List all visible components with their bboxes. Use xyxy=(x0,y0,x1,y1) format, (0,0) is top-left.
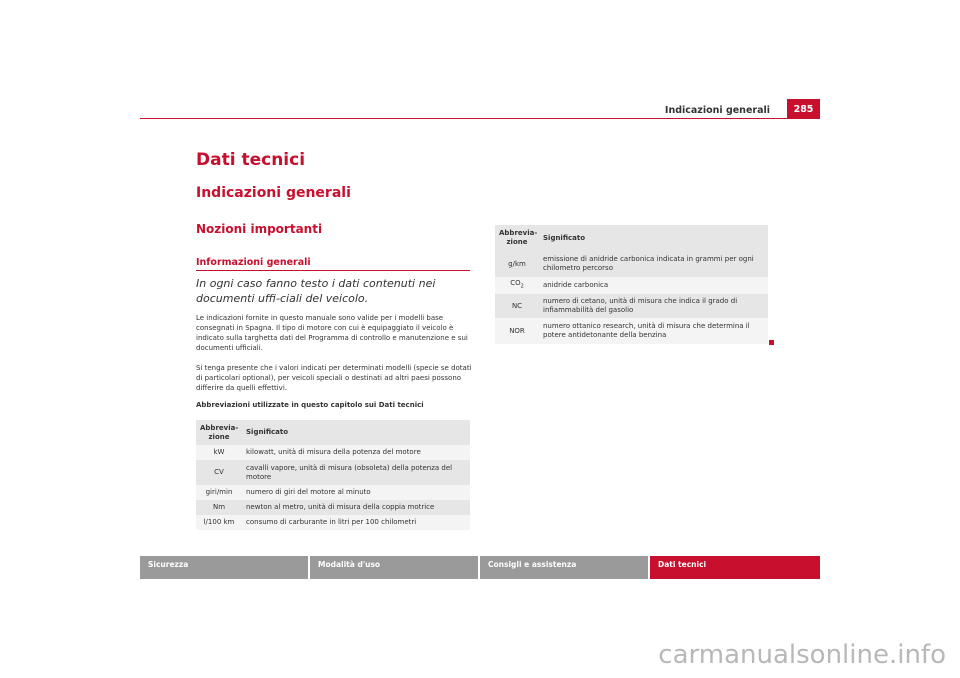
abbr-cell: Nm xyxy=(196,500,242,515)
footer-tab-dati-tecnici[interactable] xyxy=(650,556,820,579)
footer-tab-label: Sicurezza xyxy=(148,560,189,569)
abbr-subscript: 2 xyxy=(520,283,524,290)
column-header-abbr: Abbrevia-zione xyxy=(196,420,242,445)
abbr-cell xyxy=(495,277,539,294)
subsection-title: Nozioni importanti xyxy=(196,222,323,236)
footer-tab-modalita-uso[interactable] xyxy=(310,556,478,579)
table-row xyxy=(196,515,470,530)
abbr-text: CO xyxy=(510,279,521,288)
meaning-cell: emissione di anidride carbonica indicata in grammi per ogni chilometro percorso xyxy=(539,251,768,277)
meaning-cell: numero ottanico research, unità di misura che determina il potere antidetonante della benzina xyxy=(539,318,768,344)
abbreviations-table-left xyxy=(196,420,470,530)
abbreviations-table-right xyxy=(495,225,768,344)
page-number: 285 xyxy=(787,99,820,119)
section-title: Indicazioni generali xyxy=(196,185,351,201)
paragraph-2: Si tenga presente che i valori indicati per determinati modelli (specie se dotati di particolari optional), per veicoli speciali o destinati ad altri paesi possono differire da quelli effettivi. xyxy=(196,364,472,392)
end-of-section-marker xyxy=(769,340,774,345)
intro-text: In ogni caso fanno testo i dati contenuti nei documenti uffi-ciali del veicolo. xyxy=(196,277,436,305)
meaning-cell: anidride carbonica xyxy=(539,277,768,294)
info-heading-rule xyxy=(196,270,470,271)
meaning-cell: consumo di carburante in litri per 100 chilometri xyxy=(242,515,470,530)
abbr-cell: NOR xyxy=(495,318,539,344)
column-header-meaning: Significato xyxy=(242,420,470,445)
table-header-row xyxy=(495,225,768,251)
footer-tab-label: Consigli e assistenza xyxy=(488,560,577,569)
table-header-row xyxy=(196,420,470,445)
table-row xyxy=(196,445,470,460)
meaning-cell: cavalli vapore, unità di misura (obsoleta) della potenza del motore xyxy=(242,460,470,485)
column-header-abbr: Abbrevia-zione xyxy=(495,225,539,251)
abbr-cell: kW xyxy=(196,445,242,460)
table-row xyxy=(495,294,768,318)
table-row xyxy=(196,460,470,485)
column-header-meaning: Significato xyxy=(539,225,768,251)
info-heading: Informazioni generali xyxy=(196,257,311,268)
table-row xyxy=(196,500,470,515)
meaning-cell: kilowatt, unità di misura della potenza del motore xyxy=(242,445,470,460)
running-header-title: Indicazioni generali xyxy=(664,105,770,116)
footer-tab-label: Dati tecnici xyxy=(658,560,707,569)
abbr-cell: g/km xyxy=(495,251,539,277)
table-row xyxy=(495,318,768,344)
meaning-cell: numero di giri del motore al minuto xyxy=(242,485,470,500)
footer-tab-sicurezza[interactable] xyxy=(140,556,308,579)
header-rule xyxy=(140,118,820,119)
chapter-title: Dati tecnici xyxy=(196,150,306,170)
paragraph-1: Le indicazioni fornite in questo manuale sono valide per i modelli base consegnati in Spagna. Il tipo di motore con cui è equipaggiato il veicolo è indicato sulla targhetta dati del Programma di controllo e manutenzione e sui documenti ufficiali. xyxy=(196,314,468,352)
table-row xyxy=(495,251,768,277)
watermark: carmanualsonline.info xyxy=(658,640,946,670)
meaning-cell: numero di cetano, unità di misura che indica il grado di infiammabilità del gasolio xyxy=(539,294,768,318)
paragraph-3: Abbreviazioni utilizzate in questo capitolo sui Dati tecnici xyxy=(196,401,424,409)
footer-tab-consigli-assistenza[interactable] xyxy=(480,556,648,579)
abbr-cell: CV xyxy=(196,460,242,485)
abbr-cell: l/100 km xyxy=(196,515,242,530)
meaning-cell: newton al metro, unità di misura della coppia motrice xyxy=(242,500,470,515)
abbr-cell: NC xyxy=(495,294,539,318)
abbr-cell: giri/min xyxy=(196,485,242,500)
table-row xyxy=(196,485,470,500)
table-row xyxy=(495,277,768,294)
footer-tab-label: Modalità d'uso xyxy=(318,560,381,569)
